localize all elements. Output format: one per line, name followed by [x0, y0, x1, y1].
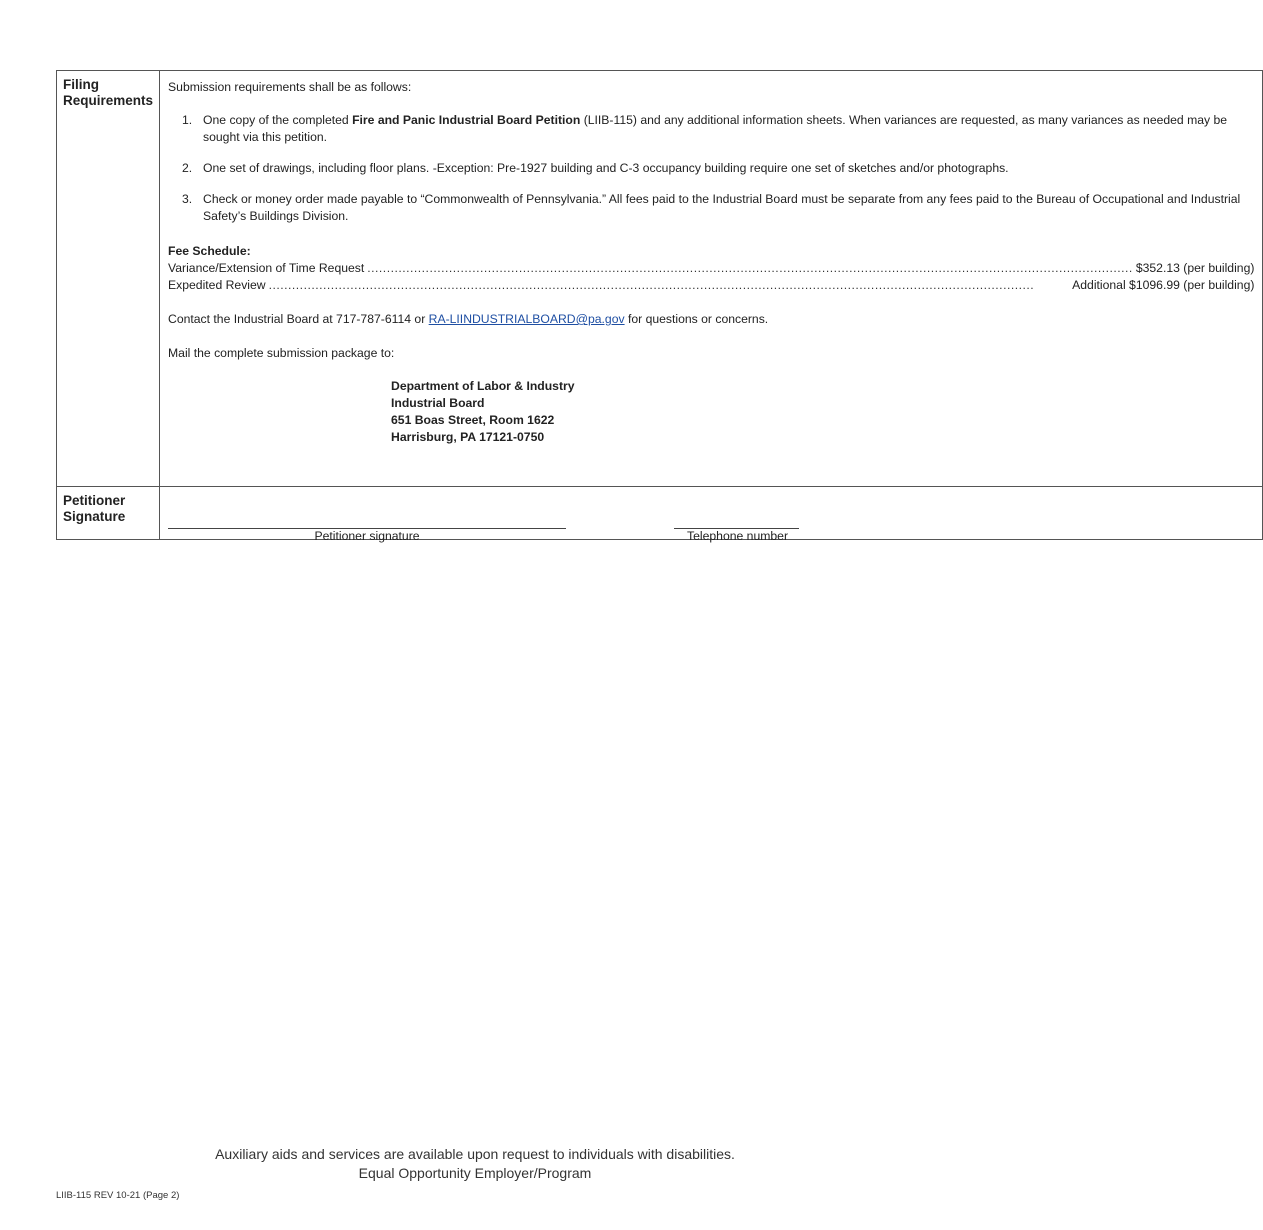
- filing-requirements-label: Filing Requirements: [57, 71, 160, 487]
- mail-instructions: Mail the complete submission package to:: [168, 346, 395, 360]
- fee-row: [168, 260, 1254, 277]
- petition-title: Fire and Panic Industrial Board Petition: [352, 113, 581, 127]
- fee-schedule-title: Fee Schedule:: [168, 244, 251, 258]
- list-item: [168, 191, 1254, 225]
- address-line: Department of Labor & Industry: [391, 379, 575, 393]
- item-text: One copy of the completed: [203, 113, 353, 127]
- fee-amount: Additional $1096.99 (per building): [1072, 278, 1255, 292]
- list-item: [168, 160, 1254, 177]
- leader-dots: [269, 277, 1070, 294]
- signature-caption: Petitioner signature: [314, 529, 420, 543]
- form-id: LIIB-115 REV 10-21 (Page 2): [56, 1190, 180, 1201]
- intro-text: Submission requirements shall be as follows:: [168, 80, 412, 94]
- mailing-address: [391, 378, 1254, 446]
- requirements-list: [168, 112, 1254, 225]
- item-text: Check or money order made payable to “Commonwealth of Pennsylvania.” All fees paid to the Industrial Board must be separate from any fees paid to the Bureau of Occupational and Industrial Safety’s Buildings Division.: [203, 192, 1241, 223]
- fee-name: Variance/Extension of Time Request: [168, 261, 365, 275]
- address-line: Industrial Board: [391, 396, 485, 410]
- petitioner-signature-row: [57, 487, 1263, 540]
- filing-requirements-content: [160, 71, 1263, 487]
- contact-prefix: Contact the Industrial Board at 717-787-6114 or: [168, 312, 429, 326]
- list-number: 1.: [182, 113, 193, 127]
- contact-text: [168, 311, 1254, 328]
- fee-amount: $352.13 (per building): [1135, 261, 1255, 275]
- fee-row: [168, 277, 1254, 294]
- item-text: One set of drawings, including floor plans. -Exception: Pre-1927 building and C-3 occupancy building require one set of sketches and/or photographs.: [203, 161, 1009, 175]
- petitioner-signature-label: Petitioner Signature: [57, 487, 160, 540]
- signature-field-cell: [160, 487, 1263, 543]
- fee-name: Expedited Review: [168, 278, 266, 292]
- address-line: 651 Boas Street, Room 1622: [391, 413, 555, 427]
- filing-requirements-row: [57, 71, 1263, 487]
- petition-form-table: [56, 70, 1263, 543]
- telephone-caption: Telephone number: [687, 529, 789, 543]
- item-text: (LIIB-115) and any additional information sheets. When variances are requested, as many variances as needed may be sought via this petition.: [203, 113, 1228, 144]
- list-number: 2.: [182, 161, 193, 175]
- contact-suffix: for questions or concerns.: [624, 312, 769, 326]
- email-link[interactable]: RA-LIINDUSTRIALBOARD@pa.gov: [428, 312, 625, 326]
- accessibility-notice: Auxiliary aids and services are available upon request to individuals with disabilities.: [215, 1146, 735, 1162]
- address-line: Harrisburg, PA 17121-0750: [391, 430, 545, 444]
- footer-notice: [0, 1145, 950, 1183]
- equal-opportunity-notice: Equal Opportunity Employer/Program: [358, 1165, 592, 1181]
- list-item: [168, 112, 1254, 146]
- leader-dots: [367, 260, 1133, 277]
- list-number: 3.: [182, 192, 193, 206]
